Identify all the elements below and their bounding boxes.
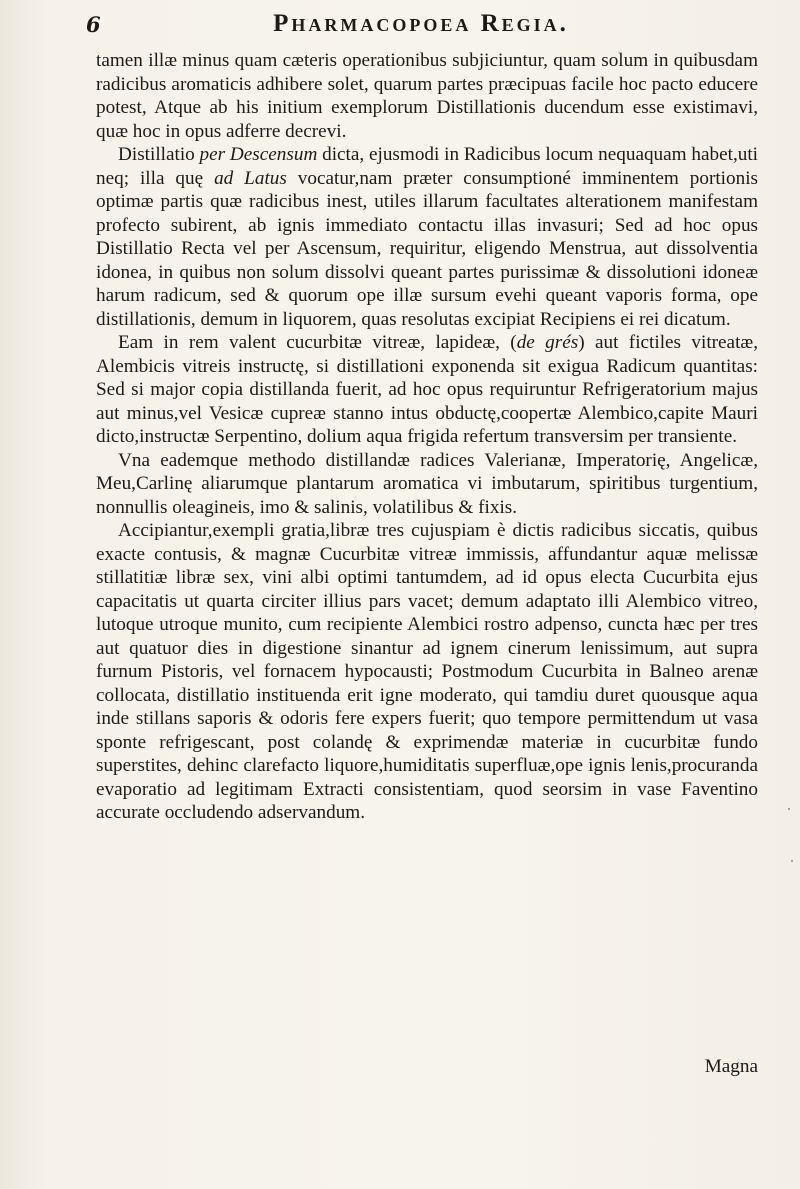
page-header	[86, 10, 756, 40]
margin-speck	[791, 860, 793, 862]
italic-term: de grés	[516, 332, 579, 353]
italic-term: ad Latus	[214, 167, 287, 189]
text-run: Eam in rem valent cucurbitæ vitreæ, lapideæ, (	[118, 332, 517, 353]
paragraph-p1	[96, 49, 758, 143]
paragraph-p2	[96, 143, 758, 331]
margin-speck	[788, 808, 790, 810]
paragraph-p3	[96, 331, 758, 449]
catchword: Magna	[704, 1056, 758, 1077]
running-head: Pharmacopoea Regia.	[273, 10, 569, 37]
text-run: tamen illæ minus quam cæteris operationibus subjiciuntur, quam solum in quibusdam radicibus aromaticis adhibere solet, quarum partes præcipuas facile hoc pacto educere potest, Atque ab his initium exemplorum Distillationis ducendum esse existimavi, quæ hoc in opus adferre decrevi.	[96, 50, 758, 142]
text-run: vocatur,nam præter consumptioné imminentem portionis optimæ partis quæ radicibus inest, utiles illarum facultates alterationem manifestam profecto subirent, ab ignis immediato contactu illas invasuri; Sed ad hoc opus Distillatio Recta vel per Ascensum, requiritur, eligendo Menstrua, aut dissolventia idonea, in quibus non solum dissolvi queant partes purissimæ & dissolutioni idoneæ harum radicum, sed & quorum ope illæ sursum evehi queant vaporis forma, ope distillationis, demum in liquorem, quas resolutas excipiat Recipiens ei rei dicatum.	[96, 167, 758, 330]
text-run: dicta, ejusmodi in Radicibus locum nequaquam habet,uti neq; illa quę	[96, 144, 758, 189]
paragraph-p4	[96, 449, 758, 520]
page-number: 6	[86, 12, 101, 37]
paragraph-p5	[96, 519, 758, 825]
text-run: ) aut fictiles vitreatæ, Alembicis vitreis instructę, si distillationi exponenda sit exigua Radicum quantitas: Sed si major copia distillanda fuerit, ad hoc opus requiruntur Refrigeratorium majus aut minus,vel Vesicæ cupreæ stanno intus obductę,coopertæ Alembico,capite Mauri dicto,instructæ Serpentino, dolium aqua frigida refertum transversim per transiente.	[96, 332, 758, 447]
body-text	[96, 49, 758, 825]
text-run: Accipiantur,exempli gratia,libræ tres cujuspiam è dictis radicibus siccatis, quibus exacte contusis, & magnæ Cucurbitæ vitreæ immissis, affundantur aquæ melissæ stillatitiæ libræ sex, vini albi optimi tantumdem, ad id opus electa Cucurbita ejus capacitatis ut quarta circiter illius pars vacet; demum adaptato illi Alembico vitreo, lutoque utroque munito, cum recipiente Alembici rostro adpenso, cuncta hæc per tres aut quatuor dies in digestione sinantur ad ignem cinerum lenissimum, aut supra furnum Pistoris, vel fornacem hypocausti; Postmodum Cucurbita in Balneo arenæ collocata, distillatio instituenda erit igne moderato, qui tamdiu duret quousque aqua inde stillans saporis & odoris fere expers fuerit; quo tempore permittendum ut vasa sponte refrigescant, post colandę & exprimendæ materiæ in cucurbitæ fundo superstites, dehinc clarefacto liquore,humiditatis superfluæ,ope ignis lenis,procuranda evaporatio ad legitimam Extracti consistentiam, quod seorsim in vase Faventino accurate occludendo adservandum.	[96, 520, 758, 823]
text-run: Vna eademque methodo distillandæ radices Valerianæ, Imperatorię, Angelicæ, Meu,Carlinę aliarumque plantarum aromatica vi imbutarum, spiritibus turgentium, nonnullis oleagineis, imo & salinis, volatilibus & fixis.	[96, 449, 758, 518]
italic-term: per Descensum	[199, 144, 318, 165]
text-run: Distillatio	[118, 144, 200, 165]
